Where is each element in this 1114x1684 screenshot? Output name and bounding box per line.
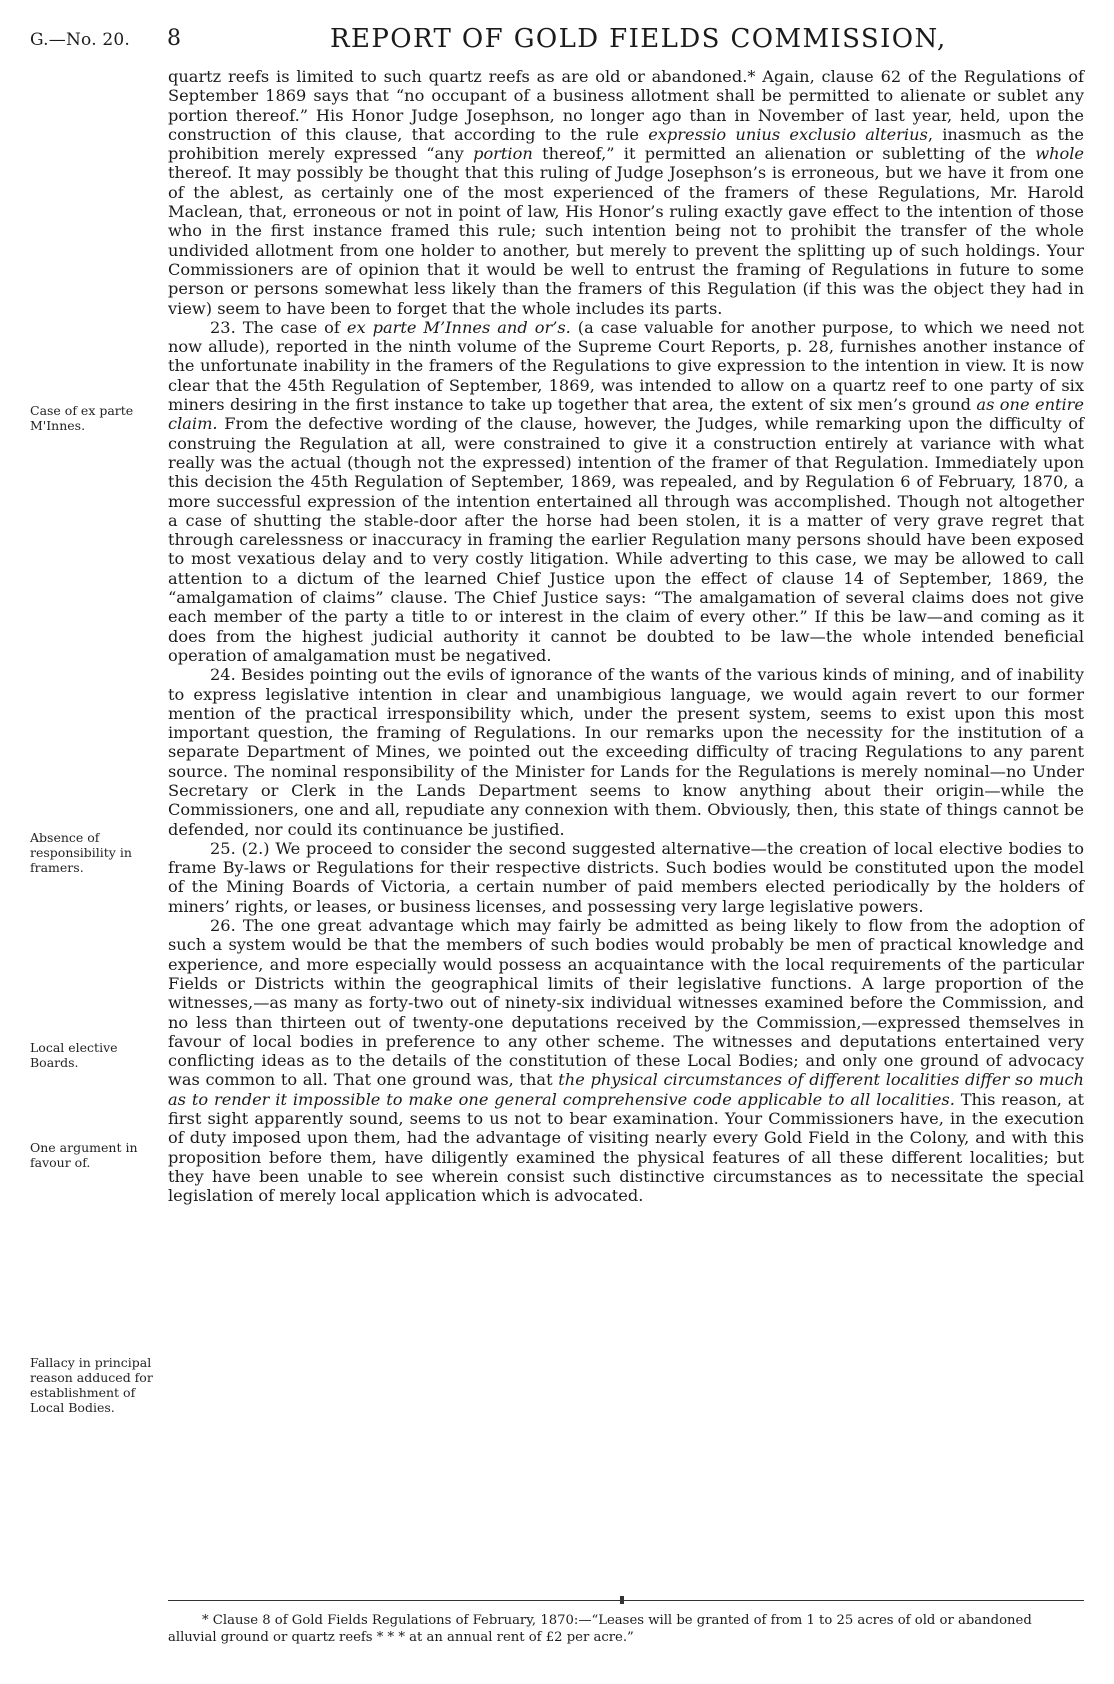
text-run: 23. The case of: [210, 317, 347, 337]
italic-run: expressio unius exclusio alterius: [648, 124, 928, 144]
sidenote-absence-responsibility: Absence of responsibility in framers.: [30, 830, 132, 875]
text-run: quartz reefs is limited to such quartz reefs as are old or abandoned.* Again, clause 62 of the Regulations of September 1869 says that “no occupant of a business allotment shall be permitted to alienate or sublet any portion thereof.” His Honor Judge Josephson, no longer ago than in November of last year, held, upon the construction of this clause, that according to the rule: [168, 67, 1084, 144]
divider-mark: [620, 1596, 624, 1604]
document-reference: G.—No. 20.: [30, 30, 131, 50]
sidenote-one-argument: One argument in favour of.: [30, 1140, 138, 1170]
italic-run: ex parte M’Innes and or’s.: [346, 317, 571, 337]
text-run: thereof. It may possibly be thought that this ruling of Judge Josephson’s is erroneous, but we have it from one of the ablest, as certainly one of the most experienced of the framers of these Regulations, Mr. Harold Maclean, that, erroneous or not in point of law, His Honor’s ruling exactly gave effect to the intention of those who in the first instance framed this rule; such intention being not to prohibit the transfer of the whole undivided allotment from one holder to another, but merely to prevent the splitting up of such holdings. Your Commissioners are of opinion that it would be well to entrust the framing of Regulations in future to some person or persons somewhat less likely than the framers of this Regulation (if this was the object they had in view) seem to have been to forget that the whole includes its parts.: [168, 163, 1084, 318]
sidenote-fallacy: Fallacy in principal reason adduced for establishment of Local Bodies.: [30, 1355, 153, 1415]
paragraph-26: [168, 916, 1084, 1205]
sidenote-case-ex-parte: Case of ex parte M'Innes.: [30, 403, 134, 433]
page-header: [30, 24, 1080, 64]
italic-run: whole: [1035, 144, 1085, 164]
footnote: [168, 1612, 1084, 1646]
italic-run: portion: [473, 144, 533, 164]
text-run: 26. The one great advantage which may fairly be admitted as being likely to flow from the adoption of such a system would be that the members of such bodies would probably be men of practical knowledge and experience, and more especially would possess an acquaintance with the local requirements of the particular Fields or Districts within the geographical limits of their legislative functions. A large proportion of the witnesses,—as many as forty-two out of ninety-six individual witnesses examined before the Commission, and no less than thirteen out of twenty-one deputations received by the Commission,—expressed themselves in favour of local bodies in preference to any other scheme. The witnesses and deputations entertained very conflicting ideas as to the details of the constitution of these Local Bodies; and only one ground of advocacy was common to all. That one ground was, that: [168, 916, 1084, 1090]
paragraph-22-continued: [168, 67, 1084, 318]
footnote-divider: [168, 1600, 1084, 1601]
report-body: [168, 67, 1084, 1206]
paragraph-25: 25. (2.) We proceed to consider the second suggested alternative—the creation of local elective bodies to frame By-laws or Regulations for their respective districts. Such bodies would be constituted upon the model of the Mining Boards of Victoria, a certain number of paid members elected periodically by the holders of miners’ rights, or leases, or business licenses, and possessing very large legislative powers.: [168, 838, 1084, 916]
text-run: From the defective wording of the clause, however, the Judges, while remarking upon the difficulty of construing the Regulation at all, were constrained to give it a construction entirely at variance with what really was the actual (though not the expressed) intention of the framer of that Regulation. Immediately upon this decision the 45th Regulation of September, 1869, was repealed, and by Regulation 6 of February, 1870, a more successful expression of the intention entertained all through was accomplished. Though not altogether a case of shutting the stable-door after the horse had been stolen, it is a matter of very grave regret that through carelessness or inaccuracy in framing the earlier Regulation many persons should have been exposed to most vexatious delay and to very costly litigation. While adverting to this case, we may be allowed to call attention to a dictum of the learned Chief Justice upon the effect of clause 14 of September, 1869, the “amalgamation of claims” clause. The Chief Justice says: “The amalgamation of several claims does not give each member of the party a title to or interest in the claim of every other.” If this be law—and coming as it does from the highest judicial authority it cannot be doubted to be law—the whole intended beneficial operation of amalgamation must be negatived.: [168, 414, 1084, 665]
footnote-text: * Clause 8 of Gold Fields Regulations of February, 1870:—“Leases will be granted of from 1 to 25 acres of old or abandoned alluvial ground or quartz reefs * * * at an annual rent of £2 per acre.”: [168, 1613, 1032, 1645]
page-title: REPORT OF GOLD FIELDS COMMISSION,: [330, 24, 947, 54]
sidenote-local-boards: Local elective Boards.: [30, 1040, 118, 1070]
paragraph-24: 24. Besides pointing out the evils of ignorance of the wants of the various kinds of mining, and of inability to express legislative intention in clear and unambigious language, we would again revert to our former mention of the practical irresponsibility which, under the present system, seems to exist upon this most important question, the framing of Regulations. In our remarks upon the necessity for the institution of a separate Department of Mines, we pointed out the exceeding difficulty of tracing Regulations to any parent source. The nominal responsibility of the Minister for Lands for the Regulations is merely nominal—no Under Secretary or Clerk in the Lands Department seems to know anything about their origin—while the Commissioners, one and all, repudiate any connexion with them. Obviously, then, this state of things cannot be defended, nor could its continuance be justified.: [168, 665, 1084, 839]
italic-run: as one entire claim.: [168, 395, 1085, 434]
paragraph-23: [168, 318, 1084, 665]
text-run: thereof,” it permitted an alienation or subletting of the: [532, 144, 1036, 164]
text-run: , inasmuch as the prohibition merely expressed “any: [168, 124, 1084, 164]
page-number: 8: [167, 26, 181, 51]
text-run: This reason, at first sight apparently sound, seems to us not to bear examination. Your Commissioners have, in the execution of duty imposed upon them, had the advantage of visiting nearly every Gold Field in the Colony, and with this proposition before them, have diligently examined the physical features of all these different localities; but they have been unable to see wherein consist such distinctive circumstances as to necessitate the special legislation of merely local application which is advocated.: [168, 1089, 1084, 1206]
text-run: (a case valuable for another purpose, to which we need not now allude), reported in the ninth volume of the Supreme Court Reports, p. 28, furnishes another instance of the unfortunate inability in the framers of the Regulations to give expression to the intention in view. It is now clear that the 45th Regulation of September, 1869, was intended to allow on a quartz reef to one party of six miners desiring in the first instance to take up together that area, the extent of six men’s ground: [168, 317, 1085, 415]
italic-run: the physical circumstances of different localities differ so much as to render it impossible to make one general comprehensive code applicable to all localities.: [168, 1070, 1084, 1109]
